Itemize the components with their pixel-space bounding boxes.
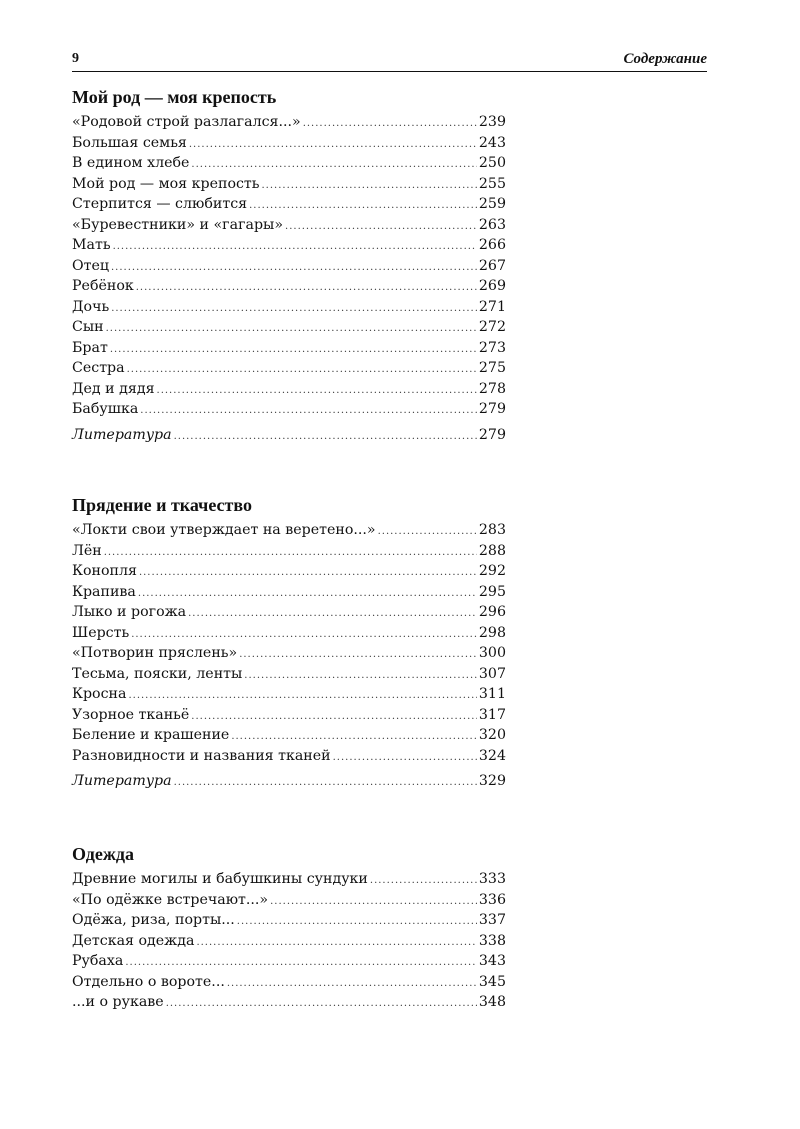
- entry-page: 271: [478, 298, 506, 315]
- entry-title: Разновидности и названия тканей: [72, 747, 331, 764]
- entry-page: 348: [478, 994, 506, 1010]
- dot-leader: [188, 604, 477, 625]
- entry-title: Ребёнок: [72, 278, 134, 294]
- entry-page: 295: [478, 583, 506, 600]
- toc-entry[interactable]: [72, 215, 506, 236]
- toc-entry[interactable]: [72, 338, 506, 359]
- toc-entry[interactable]: [72, 664, 506, 685]
- entry-title: «Родовой строй разлагался...»: [72, 114, 301, 130]
- entry-title: Сестра: [72, 360, 125, 376]
- toc-entry[interactable]: [72, 746, 506, 767]
- toc-entry[interactable]: [72, 235, 506, 256]
- toc-entry[interactable]: [72, 869, 506, 890]
- entry-title: Древние могилы и бабушкины сундуки: [72, 871, 368, 887]
- entry-page: 329: [478, 773, 506, 789]
- entry-title: Большая семья: [72, 134, 187, 151]
- dot-leader: [131, 625, 477, 646]
- toc-entry[interactable]: [72, 561, 506, 582]
- entry-page: 272: [478, 319, 506, 335]
- entry-page: 311: [478, 686, 506, 702]
- entry-page: 288: [478, 542, 506, 559]
- toc-entry[interactable]: [72, 684, 506, 705]
- toc-entry[interactable]: [72, 643, 506, 664]
- entry-page: 267: [478, 257, 506, 274]
- dot-leader: [244, 666, 477, 687]
- entry-title: Брат: [72, 339, 108, 356]
- toc-entry[interactable]: [72, 890, 506, 911]
- dot-leader: [249, 196, 477, 217]
- entry-page: 243: [478, 134, 506, 151]
- toc-entry[interactable]: [72, 931, 506, 952]
- dot-leader: [262, 176, 477, 197]
- entry-page: 266: [478, 237, 506, 253]
- toc-entry[interactable]: [72, 358, 506, 379]
- dot-leader: [378, 522, 477, 543]
- dot-leader: [127, 360, 477, 381]
- entry-page: 259: [478, 196, 506, 212]
- toc-section: [72, 494, 506, 792]
- dot-leader: [237, 912, 477, 933]
- dot-leader: [196, 933, 476, 954]
- toc-entry[interactable]: [72, 317, 506, 338]
- entry-page: 275: [478, 360, 506, 376]
- entry-title: Бабушка: [72, 401, 139, 417]
- entry-page: 320: [478, 727, 506, 743]
- entry-page: 283: [478, 522, 506, 538]
- entry-title: Лыко и рогожа: [72, 604, 187, 620]
- entry-page: 336: [478, 891, 506, 908]
- entry-title: Узорное тканьё: [72, 706, 190, 723]
- toc-entry[interactable]: [72, 297, 506, 318]
- entry-title: Литература: [72, 426, 172, 443]
- dot-leader: [157, 381, 477, 402]
- toc-entry[interactable]: [72, 399, 506, 420]
- entry-page: 273: [478, 339, 506, 356]
- toc-section: [72, 86, 506, 445]
- entry-page: 269: [478, 278, 506, 294]
- toc-entry[interactable]: [72, 951, 506, 972]
- entry-title: Отец: [72, 257, 109, 274]
- toc-entry[interactable]: [72, 276, 506, 297]
- entry-title: ...и о рукаве: [72, 994, 164, 1010]
- dot-leader: [191, 155, 476, 176]
- entry-title: Отдельно о вороте...: [72, 973, 225, 990]
- entry-page: 279: [478, 401, 506, 417]
- entry-page: 345: [478, 973, 506, 990]
- entry-page: 255: [478, 175, 506, 192]
- toc-entry[interactable]: [72, 541, 506, 562]
- toc-entry[interactable]: [72, 972, 506, 993]
- dot-leader: [140, 401, 477, 422]
- entry-page: 278: [478, 380, 506, 397]
- entry-title: Одёжа, риза, порты...: [72, 912, 235, 928]
- section-title: Прядение и ткачество: [72, 495, 252, 515]
- dot-leader: [370, 871, 477, 892]
- toc-entry[interactable]: [72, 910, 506, 931]
- entry-page: 239: [478, 114, 506, 130]
- entry-title: «Потворин пряслень»: [72, 645, 238, 661]
- entry-title: Тесьма, пояски, ленты: [72, 665, 243, 682]
- dot-leader: [136, 278, 477, 299]
- toc-entry[interactable]: [72, 174, 506, 195]
- dot-leader: [189, 135, 477, 156]
- section-title: Мой род — моя крепость: [72, 87, 277, 107]
- dot-leader: [227, 974, 477, 995]
- entry-title: Шерсть: [72, 624, 130, 641]
- entry-title: Стерпится — слюбится: [72, 196, 248, 212]
- dot-leader: [333, 748, 477, 769]
- toc-entry[interactable]: [72, 602, 506, 623]
- entry-title: Конопля: [72, 563, 137, 579]
- toc-entry[interactable]: [72, 153, 506, 174]
- entry-page: 250: [478, 155, 506, 171]
- dot-leader: [270, 892, 477, 913]
- toc-entry[interactable]: [72, 705, 506, 726]
- dot-leader: [166, 994, 477, 1015]
- dot-leader: [174, 773, 477, 794]
- dot-leader: [139, 563, 477, 584]
- dot-leader: [125, 953, 477, 974]
- page-number: 9: [72, 51, 79, 66]
- entry-page: 300: [478, 645, 506, 661]
- entry-page: 307: [478, 665, 506, 682]
- entry-page: 338: [478, 932, 506, 949]
- toc-entry[interactable]: [72, 379, 506, 400]
- entry-page: 263: [478, 216, 506, 233]
- dot-leader: [113, 237, 477, 258]
- entry-page: 296: [478, 604, 506, 620]
- dot-leader: [239, 645, 477, 666]
- entry-title: Мать: [72, 237, 111, 253]
- entry-title: Рубаха: [72, 953, 124, 969]
- dot-leader: [138, 584, 477, 605]
- dot-leader: [231, 727, 477, 748]
- entry-title: Дочь: [72, 298, 110, 315]
- entry-title: Дед и дядя: [72, 380, 155, 397]
- literature-entry[interactable]: [72, 771, 506, 792]
- dot-leader: [128, 686, 476, 707]
- entry-page: 292: [478, 563, 506, 579]
- dot-leader: [303, 114, 477, 135]
- toc-entry[interactable]: [72, 992, 506, 1013]
- entry-title: Беление и крашение: [72, 727, 230, 743]
- running-header: [72, 49, 707, 72]
- entry-title: Детская одежда: [72, 932, 195, 949]
- entry-title: В едином хлебе: [72, 155, 190, 171]
- entry-page: 343: [478, 953, 506, 969]
- toc-entry[interactable]: [72, 256, 506, 277]
- dot-leader: [104, 543, 477, 564]
- toc-entry[interactable]: [72, 520, 506, 541]
- entry-page: 298: [478, 624, 506, 641]
- entry-page: 324: [478, 747, 506, 764]
- dot-leader: [111, 299, 477, 320]
- toc-section: [72, 843, 506, 1013]
- entry-page: 317: [478, 706, 506, 723]
- toc-entry[interactable]: [72, 582, 506, 603]
- entry-title: Кросна: [72, 686, 127, 702]
- dot-leader: [111, 258, 477, 279]
- entry-title: Литература: [72, 773, 172, 789]
- literature-entry[interactable]: [72, 425, 506, 446]
- entry-title: «Локти свои утверждает на веретено...»: [72, 522, 376, 538]
- toc-entry[interactable]: [72, 623, 506, 644]
- running-title: Содержание: [623, 51, 707, 67]
- toc-entry[interactable]: [72, 133, 506, 154]
- dot-leader: [110, 340, 477, 361]
- entry-page: 337: [478, 912, 506, 928]
- section-title: Одежда: [72, 844, 135, 864]
- entry-page: 279: [478, 426, 506, 443]
- toc-entry[interactable]: [72, 112, 506, 133]
- entry-title: Сын: [72, 319, 104, 335]
- dot-leader: [191, 707, 477, 728]
- entry-title: «По одёжке встречают...»: [72, 891, 269, 908]
- entry-title: Лён: [72, 542, 102, 559]
- dot-leader: [285, 217, 477, 238]
- entry-title: «Буревестники» и «гагары»: [72, 216, 284, 233]
- toc-entry[interactable]: [72, 194, 506, 215]
- entry-title: Крапива: [72, 583, 136, 600]
- entry-title: Мой род — моя крепость: [72, 175, 260, 192]
- dot-leader: [174, 427, 477, 448]
- toc-entry[interactable]: [72, 725, 506, 746]
- dot-leader: [106, 319, 477, 340]
- entry-page: 333: [478, 871, 506, 887]
